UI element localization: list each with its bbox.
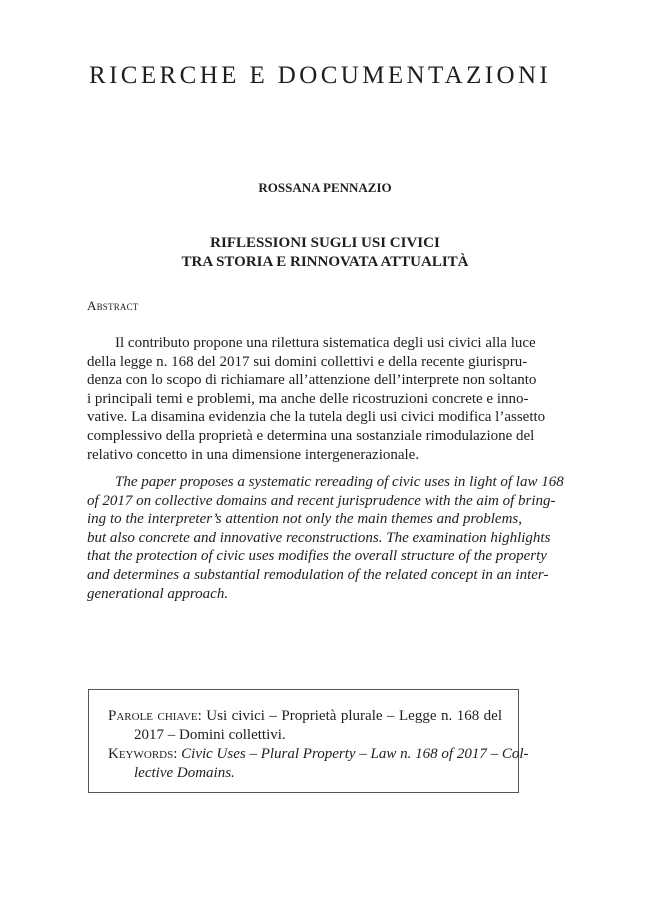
- abstract-line: and determines a substantial remodulation of the related concept in an inter-: [87, 566, 549, 583]
- abstract-italian: [87, 334, 546, 464]
- keywords-text: Civic Uses – Plural Property – Law n. 168 of 2017 – Col-: [181, 746, 529, 762]
- section-heading: RICERCHE E DOCUMENTAZIONI: [89, 62, 552, 89]
- abstract-line: but also concrete and innovative reconstructions. The examination highlights: [87, 529, 551, 546]
- title-line: TRA STORIA E RINNOVATA ATTUALITÀ: [181, 254, 469, 270]
- article-title: [0, 234, 650, 272]
- keywords-line: [108, 745, 529, 764]
- abstract-line: ing to the interpreter’s attention not only the main themes and problems,: [87, 511, 522, 528]
- keywords-label: Keywords:: [108, 746, 178, 762]
- keywords-english: [108, 745, 529, 782]
- abstract-line: della legge n. 168 del 2017 sui domini collettivi e della recente giurispru-: [87, 353, 528, 370]
- abstract-line: The paper proposes a systematic rereading of civic uses in light of law 168: [115, 474, 564, 490]
- abstract-line: of 2017 on collective domains and recent jurisprudence with the aim of bring-: [87, 492, 556, 509]
- abstract-line: generational approach.: [87, 585, 229, 602]
- keywords-text: Usi civici – Proprietà plurale – Legge n. 168 del: [206, 708, 503, 724]
- keywords-box: [88, 689, 529, 793]
- abstract-line: vative. La disamina evidenzia che la tutela degli usi civici modifica l’assetto: [87, 409, 546, 426]
- keywords-italian: [108, 707, 502, 744]
- abstract-line: complessivo della proprietà e determina una sostanziale rimodulazione del: [87, 427, 535, 444]
- keywords-line: 2017 – Domini collettivi.: [134, 726, 286, 743]
- abstract-line: Il contributo propone una rilettura sistematica degli usi civici alla luce: [115, 335, 536, 351]
- abstract-line: that the protection of civic uses modifies the overall structure of the property: [87, 548, 547, 565]
- abstract-line: denza con lo scopo di richiamare all’attenzione dell’interprete non soltanto: [87, 372, 537, 389]
- abstract-english: [87, 473, 564, 603]
- abstract-line: i principali temi e problemi, ma anche delle ricostruzioni concrete e inno-: [87, 390, 529, 407]
- abstract-line: relativo concetto in una dimensione intergenerazionale.: [87, 446, 420, 463]
- title-line: RIFLESSIONI SUGLI USI CIVICI: [210, 235, 440, 251]
- keywords-label: Parole chiave:: [108, 708, 202, 724]
- keywords-line: [108, 707, 502, 726]
- keywords-line: lective Domains.: [134, 764, 235, 781]
- author-name: ROSSANA PENNAZIO: [258, 180, 392, 195]
- abstract-label: Abstract: [87, 298, 139, 313]
